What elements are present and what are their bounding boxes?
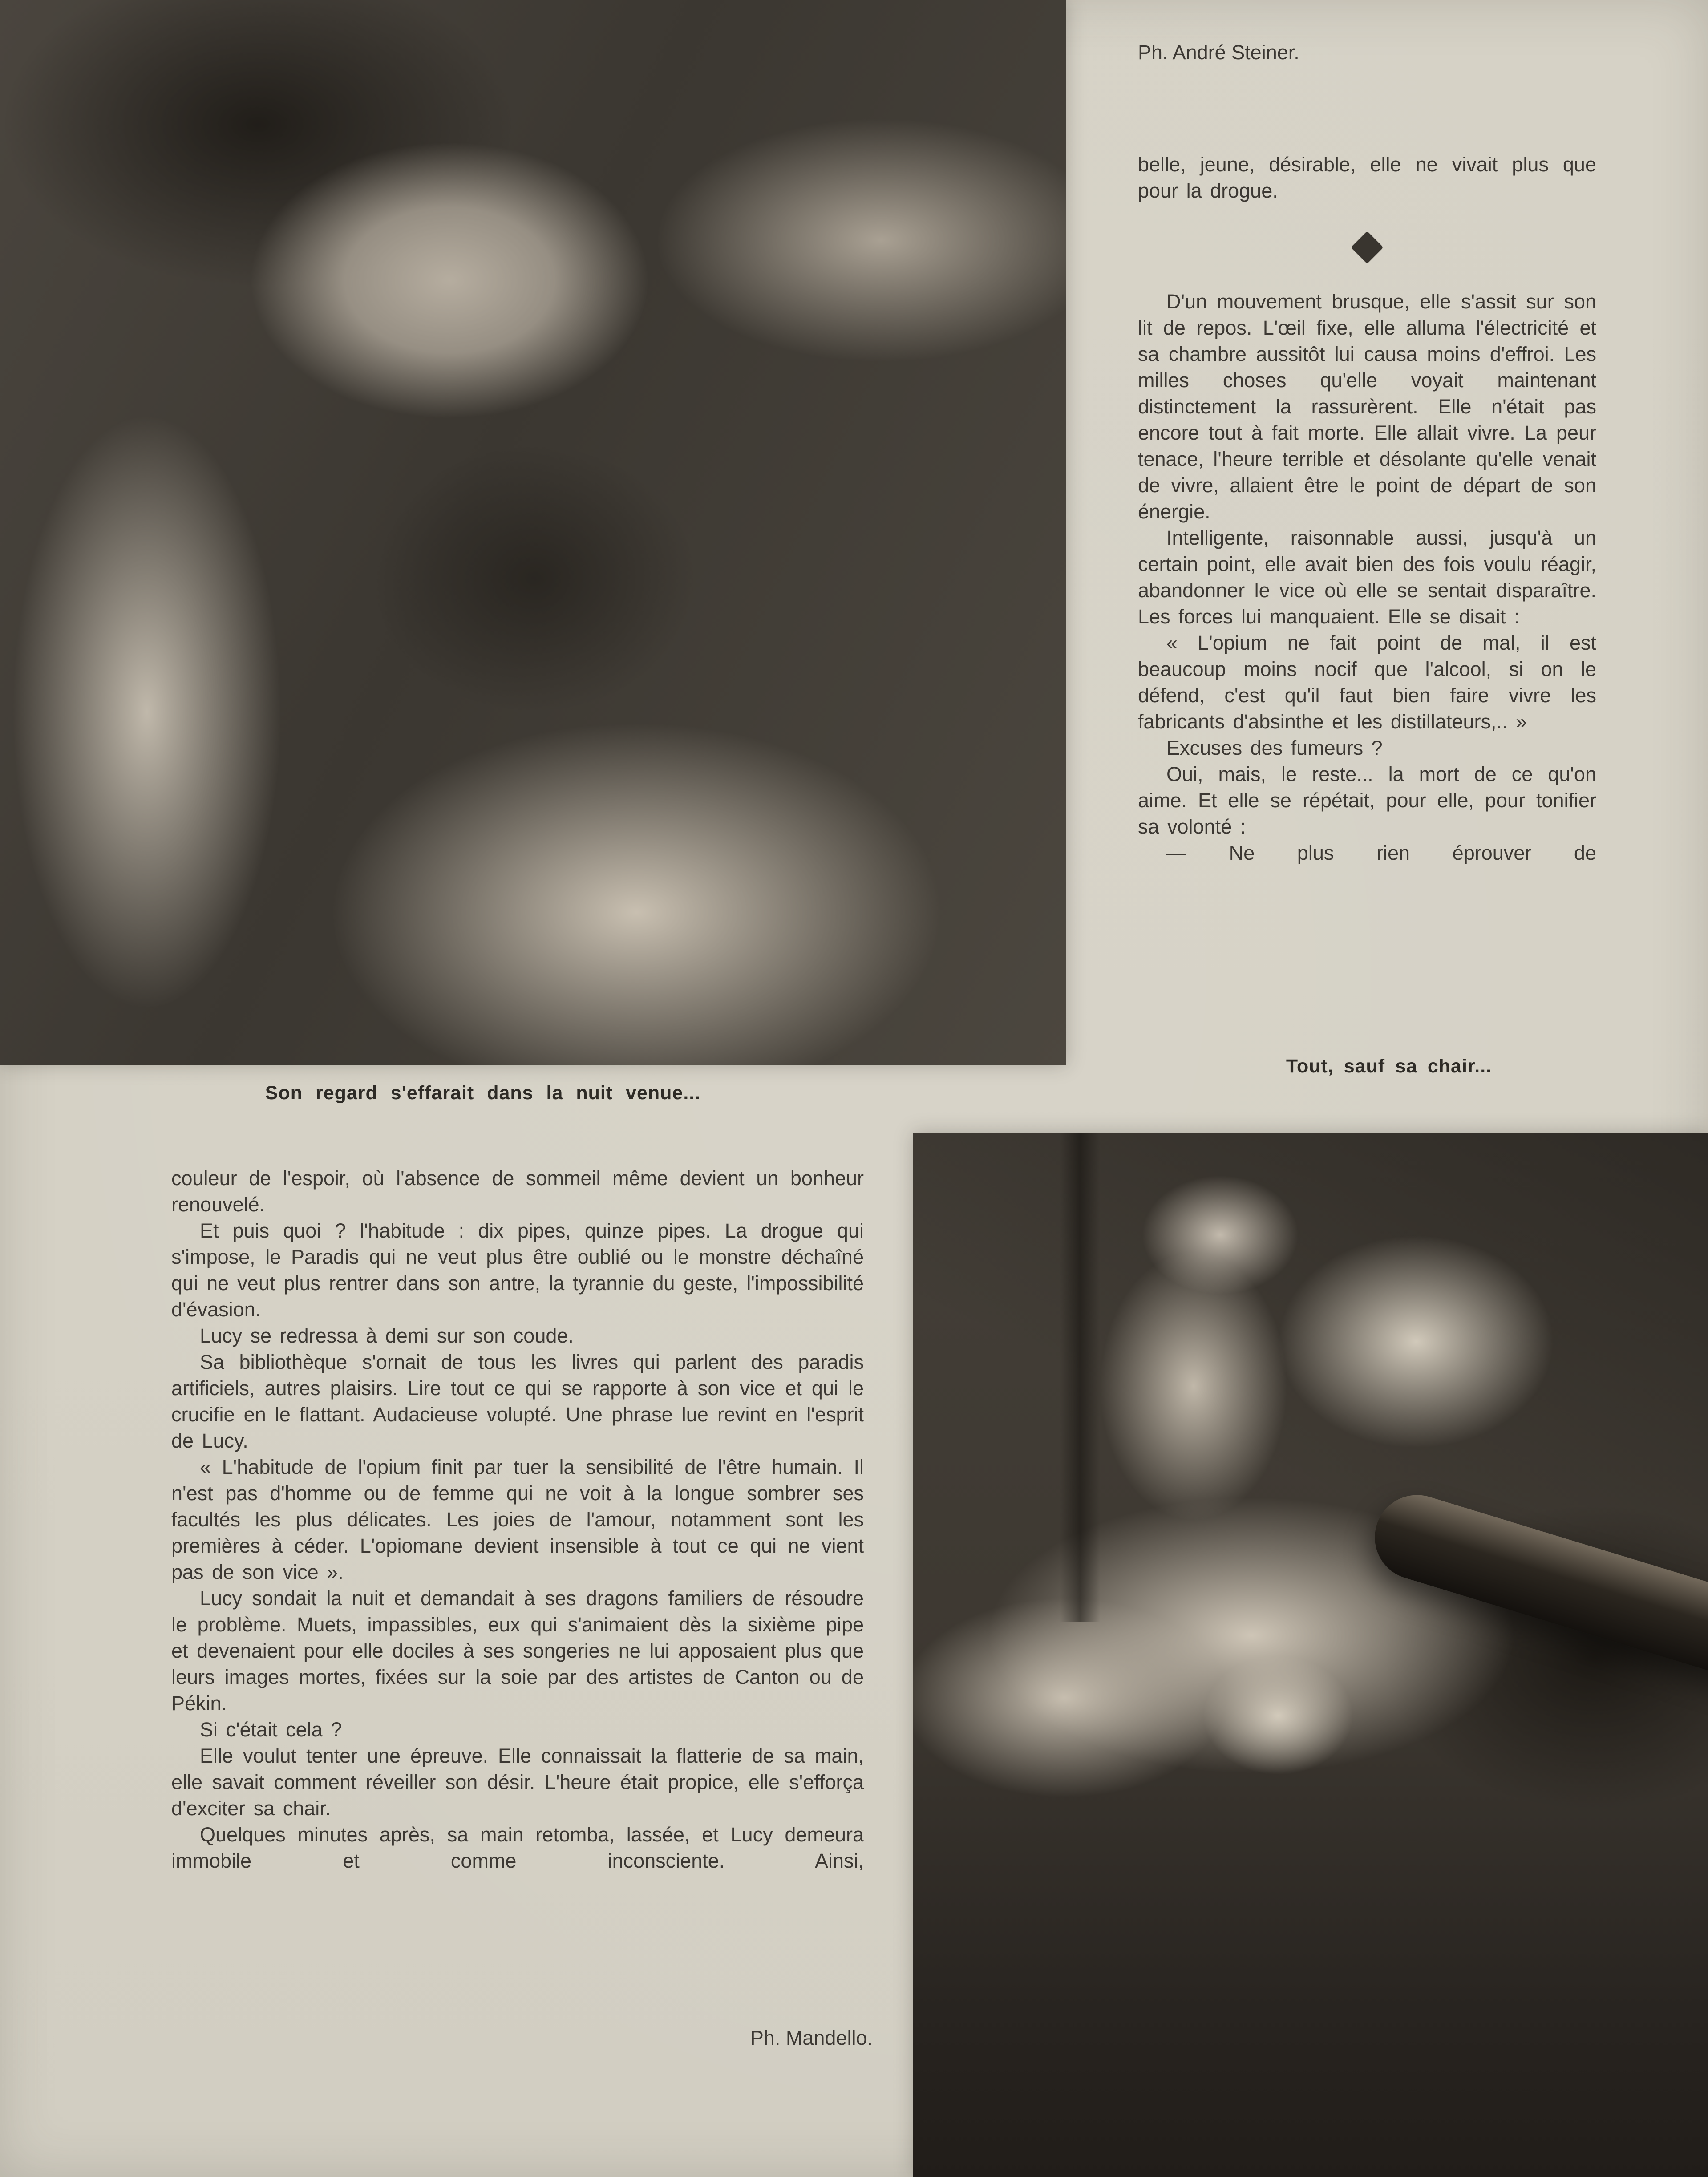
body-paragraph: Elle voulut tenter une épreuve. Elle connaissait la flatterie de sa main, elle savait comment réveiller son désir. L'heure était propice, elle s'efforça d'exciter sa chair. <box>171 1744 864 1820</box>
left-photo-caption: Son regard s'effarait dans la nuit venue... <box>265 1082 701 1104</box>
body-paragraph: Lucy se redressa à demi sur son coude. <box>200 1324 574 1347</box>
body-paragraph: « L'opium ne fait point de mal, il est beaucoup moins nocif que l'alcool, si on le défend, c'est qu'il faut bien faire vivre les fabricants d'absinthe et les distillateurs,.. » <box>1138 631 1596 733</box>
body-paragraph: Lucy sondait la nuit et demandait à ses dragons familiers de résoudre le problème. Muets, impassibles, eux qui s'animaient dès la sixième pipe et devenaient pour elle dociles à ses songeries ne lui apposaient plus que leurs images mortes, fixées sur la soie par des artistes de Canton ou de Pékin. <box>171 1587 864 1715</box>
body-paragraph: « L'habitude de l'opium finit par tuer la sensibilité de l'être humain. Il n'est pas d'homme ou de femme qui ne voit à la longue sombrer ses facultés les plus délicates. Les joies de l'amour, notamment sont les premières à céder. L'opiomane devient insensible à tout ce qui ne vient pas de son vice ». <box>171 1456 864 1583</box>
body-paragraph: Et puis quoi ? l'habitude : dix pipes, quinze pipes. La drogue qui s'impose, le Paradis qui ne veut plus être oublié ou le monstre déchaîné qui ne veut plus rentrer dans son antre, la tyrannie du geste, l'impossibilité d'évasion. <box>171 1219 864 1321</box>
body-paragraph: Si c'était cela ? <box>200 1718 342 1741</box>
body-paragraph: Quelques minutes après, sa main retomba, lassée, et Lucy demeura immobile et comme inconsciente. Ainsi, <box>171 1823 864 1872</box>
chair-arm-shape <box>1364 1485 1708 1693</box>
right-column-lead <box>1138 151 1596 204</box>
seated-woman-photo <box>913 1133 1708 2177</box>
curtain-fold-shade <box>1060 1133 1100 1622</box>
photo-credit-mandello: Ph. Mandello. <box>750 2027 873 2049</box>
body-paragraph: Oui, mais, le reste... la mort de ce qu'on aime. Et elle se répétait, pour elle, pour tonifier sa volonté : <box>1138 763 1596 838</box>
body-paragraph: Sa bibliothèque s'ornait de tous les livres qui parlent des paradis artificiels, autres plaisirs. Lire tout ce qui se rapporte à son vice et qui le crucifie en le flattant. Audacieuse volupté. Une phrase lue revint en l'esprit de Lucy. <box>171 1351 864 1452</box>
body-paragraph: belle, jeune, désirable, elle ne vivait plus que pour la drogue. <box>1138 153 1596 202</box>
body-paragraph: Intelligente, raisonnable aussi, jusqu'à un certain point, elle avait bien des fois voulu réagir, abandonner le vice où elle se sentait disparaître. Les forces lui manquaient. Elle se disait : <box>1138 526 1596 628</box>
body-paragraph: D'un mouvement brusque, elle s'assit sur son lit de repos. L'œil fixe, elle alluma l'électricité et sa chambre aussitôt lui causa moins d'effroi. Les milles choses qu'elle voyait maintenant distinctement la rassurèrent. Elle n'était pas encore tout à fait morte. Elle allait vivre. La peur tenace, l'heure terrible et désolante qu'elle venait de vivre, allaient être le point de départ de son énergie. <box>1138 290 1596 523</box>
right-column <box>1138 288 1596 866</box>
reclining-woman-photo <box>0 0 1066 1065</box>
diamond-ornament-icon <box>1351 231 1384 264</box>
left-column <box>171 1165 864 1874</box>
body-paragraph: — Ne plus rien éprouver de <box>1166 842 1596 864</box>
right-photo-caption: Tout, sauf sa chair... <box>1286 1056 1492 1077</box>
body-paragraph: Excuses des fumeurs ? <box>1166 736 1383 759</box>
body-paragraph: couleur de l'espoir, où l'absence de sommeil même devient un bonheur renouvelé. <box>171 1167 864 1216</box>
photo-credit-steiner: Ph. André Steiner. <box>1138 41 1299 64</box>
